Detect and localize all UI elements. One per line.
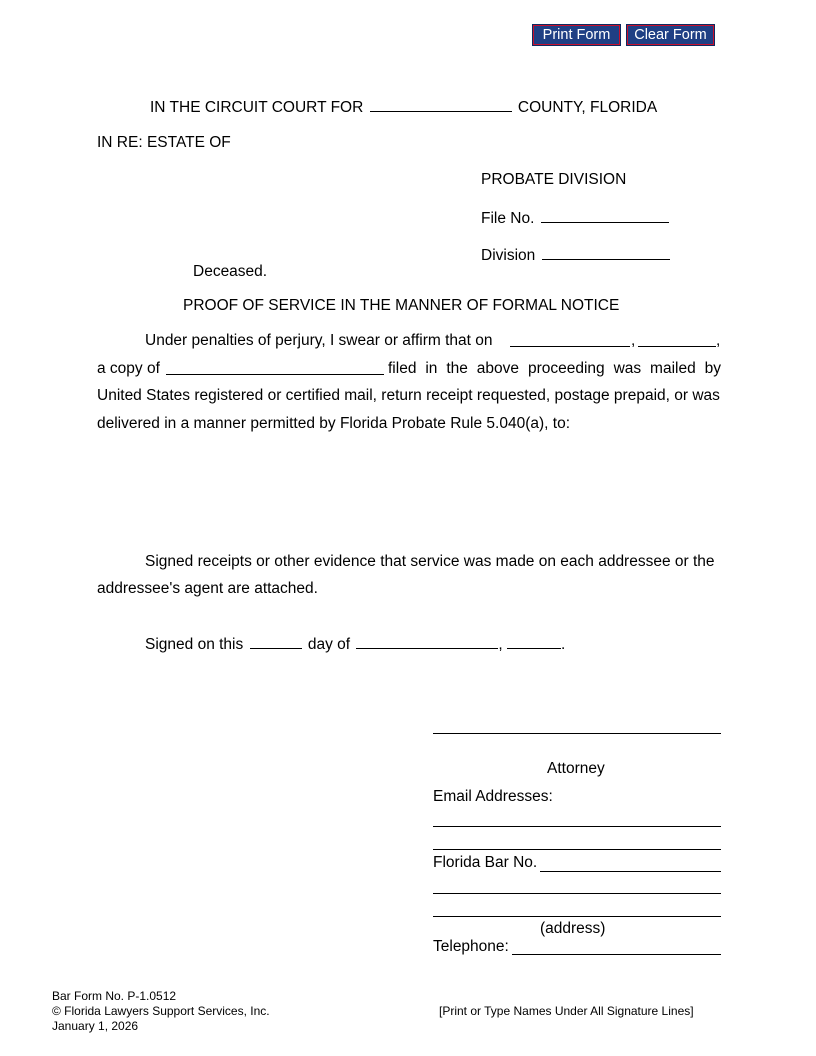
day-of-label: day of bbox=[307, 636, 351, 653]
signed-year-field[interactable] bbox=[507, 634, 561, 649]
print-form-button[interactable]: Print Form bbox=[533, 25, 620, 45]
addressee-area[interactable] bbox=[97, 440, 721, 540]
service-year-field[interactable] bbox=[638, 332, 716, 347]
probate-division-label: PROBATE DIVISION bbox=[481, 171, 627, 188]
address-line-1[interactable] bbox=[433, 893, 721, 894]
form-date: January 1, 2026 bbox=[52, 1019, 139, 1033]
file-no-label: File No. bbox=[481, 210, 535, 227]
comma-2: , bbox=[716, 332, 721, 349]
email-line-1[interactable] bbox=[433, 826, 721, 827]
court-prefix: IN THE CIRCUIT COURT FOR bbox=[150, 99, 364, 116]
in-re-label: IN RE: ESTATE OF bbox=[97, 134, 231, 151]
division-field[interactable] bbox=[542, 245, 670, 260]
para2-line2: addressee's agent are attached. bbox=[97, 580, 318, 597]
telephone-field[interactable] bbox=[512, 954, 721, 955]
bar-no-field[interactable] bbox=[540, 871, 721, 872]
email-line-2[interactable] bbox=[433, 849, 721, 850]
clear-form-button[interactable]: Clear Form bbox=[627, 25, 714, 45]
attorney-label: Attorney bbox=[547, 760, 605, 777]
copyright-text: © Florida Lawyers Support Services, Inc. bbox=[52, 1004, 270, 1018]
para1-line1-text: Under penalties of perjury, I swear or affirm that on bbox=[145, 332, 493, 349]
telephone-label: Telephone: bbox=[433, 938, 509, 955]
court-suffix: COUNTY, FLORIDA bbox=[517, 99, 658, 116]
comma-1: , bbox=[631, 332, 636, 349]
para1-copy-of: a copy of bbox=[97, 360, 160, 377]
division-row bbox=[481, 245, 670, 265]
signed-on-row: Signed on this day of , . bbox=[145, 636, 566, 653]
para1-line4: delivered in a manner permitted by Florida Probate Rule 5.040(a), to: bbox=[97, 415, 570, 432]
service-date-field[interactable] bbox=[510, 332, 630, 347]
bar-form-number: Bar Form No. P-1.0512 bbox=[52, 989, 177, 1003]
signed-day-field[interactable] bbox=[250, 634, 302, 649]
signature-note: [Print or Type Names Under All Signature Lines] bbox=[439, 1004, 694, 1018]
court-header bbox=[150, 97, 657, 117]
bar-no-label: Florida Bar No. bbox=[433, 854, 538, 871]
deceased-label: Deceased. bbox=[193, 263, 268, 280]
para2-line1: Signed receipts or other evidence that service was made on each addressee or the bbox=[145, 553, 715, 570]
email-label: Email Addresses: bbox=[433, 788, 553, 805]
file-no-row bbox=[481, 208, 669, 228]
document-title: PROOF OF SERVICE IN THE MANNER OF FORMAL NOTICE bbox=[183, 297, 620, 314]
division-label: Division bbox=[481, 247, 536, 264]
county-field[interactable] bbox=[370, 97, 512, 112]
signed-on-label: Signed on this bbox=[145, 636, 244, 653]
address-line-2[interactable] bbox=[433, 916, 721, 917]
para1-line2-rest: filed in the above proceeding was mailed by bbox=[388, 360, 721, 377]
document-name-field[interactable] bbox=[166, 360, 384, 375]
address-label: (address) bbox=[540, 920, 606, 937]
signed-month-field[interactable] bbox=[356, 634, 498, 649]
signature-line[interactable] bbox=[433, 733, 721, 734]
para1-line3: United States registered or certified mail, return receipt requested, postage prepaid, or was bbox=[97, 387, 720, 404]
file-no-field[interactable] bbox=[541, 208, 669, 223]
